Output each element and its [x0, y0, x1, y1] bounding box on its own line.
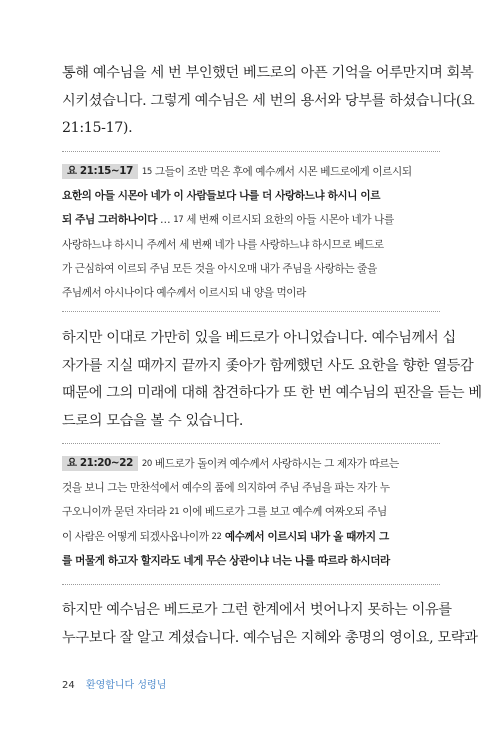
quote-text: 이에 베드로가 그를 보고 예수께 여짜오되 주님: [179, 506, 387, 519]
quote-line: 것을 보니 그는 만찬석에서 예수의 품에 의지하여 주님 주님을 파는 자가 누: [62, 482, 390, 495]
verse-number: 21: [169, 507, 180, 518]
verse-number: 17: [173, 215, 184, 226]
quote-text: 그들이 조반 먹은 후에 예수께서 시몬 베드로에게 이르시되: [154, 166, 412, 178]
page-footer: [62, 676, 166, 691]
quote-line: [62, 500, 440, 524]
page-number: 24: [62, 680, 75, 691]
quote-line: [62, 452, 440, 476]
quote-line: 가 근심하여 이르되 주님 모든 것을 아시오매 내가 주님을 사랑하는 줄을: [62, 262, 377, 275]
text-line: 드로의 모습을 볼 수 있습니다.: [62, 412, 244, 429]
quote-line: [62, 160, 440, 184]
quote-text-bold: 되 주님 그러하나이다: [62, 214, 158, 227]
quote-divider-top: [62, 443, 440, 444]
quote-line: 사랑하느냐 하시니 주께서 세 번째 네가 나를 사랑하느냐 하시므로 베드로: [62, 238, 384, 251]
quote-line: 주님께서 아시나이다 예수께서 이르시되 내 양을 먹이라: [62, 287, 306, 300]
quote-line: [62, 208, 440, 232]
text-line: 시키셨습니다. 그렇게 예수님은 세 번의 용서와 당부를 하셨습니다(요: [62, 92, 475, 109]
text-line: 때문에 그의 미래에 대해 참견하다가 또 한 번 예수님의 핀잔을 듣는 베: [62, 385, 482, 401]
paragraph-3: [62, 597, 478, 652]
quote-divider-top: [62, 151, 440, 152]
text-line: 하지만 예수님은 베드로가 그런 한계에서 벗어나지 못하는 이유를: [62, 602, 452, 618]
quote-text: 구오니이까 묻던 자더라: [62, 506, 170, 519]
quote-line-bold: 를 머물게 하고자 할지라도 네게 무슨 상관이냐 너는 나를 따르라 하시더라: [62, 554, 390, 567]
paragraph-2: [62, 325, 482, 435]
quote-divider-bottom: [62, 584, 440, 585]
text-line: 자가를 지실 때까지 끝까지 좇아가 함께했던 사도 요한을 향한 열등감: [62, 357, 474, 374]
quote-line: [62, 525, 440, 549]
text-line: 통해 예수님을 세 번 부인했던 베드로의 아픈 기억을 어루만지며 회복: [62, 65, 474, 81]
text-line: 누구보다 잘 알고 계셨습니다. 예수님은 지혜와 총명의 영이요, 모략과: [62, 629, 478, 646]
text-line: 21:15-17).: [62, 120, 133, 136]
scripture-quote-1: [62, 160, 440, 305]
text-line: 하지만 이대로 가만히 있을 베드로가 아니었습니다. 예수님께서 십: [62, 330, 456, 346]
quote-line-bold: 요한의 아들 시몬아 네가 이 사람들보다 나를 더 사랑하느냐 하시니 이르: [62, 190, 381, 203]
scripture-reference: 요 21:15~17: [62, 164, 138, 179]
verse-number: 15: [141, 167, 152, 177]
quote-text-bold: 예수께서 이르시되 내가 올 때까지 그: [221, 530, 389, 543]
quote-text: 베드로가 돌이켜 예수께서 사랑하시는 그 제자가 따르는: [154, 458, 399, 470]
quote-divider-bottom: [62, 311, 440, 312]
book-title: 환영합니다 성령님: [85, 680, 167, 691]
scripture-quote-2: [62, 452, 440, 573]
verse-number: 20: [141, 459, 152, 469]
verse-number: 22: [211, 531, 222, 542]
quote-text: 이 사람은 어떻게 되겠사옵나이까: [62, 530, 212, 543]
scripture-reference: 요 21:20~22: [62, 456, 138, 471]
quote-text: 세 번째 이르시되 요한의 아들 시몬아 네가 나를: [183, 214, 394, 227]
quote-ellipsis: …: [157, 214, 174, 227]
paragraph-1: [62, 60, 475, 143]
